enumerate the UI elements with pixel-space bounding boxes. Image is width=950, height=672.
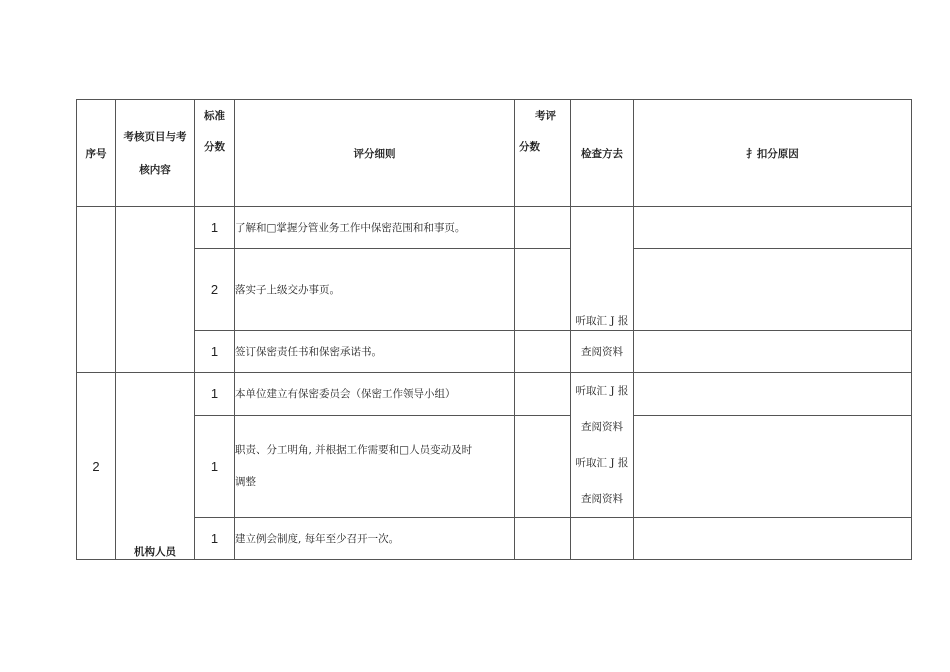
header-item [116, 100, 195, 207]
table-row [77, 415, 912, 517]
detail-text [235, 415, 515, 517]
method-text: 查阅资料 [581, 421, 623, 433]
table-row [77, 518, 912, 560]
seq-cell [77, 207, 116, 373]
table-row [77, 331, 912, 373]
eval-score-cell [515, 373, 571, 416]
method-text: 查阅资料 [571, 331, 634, 373]
eval-score-cell [515, 518, 571, 560]
header-eval-score [515, 100, 571, 207]
item-cell [116, 207, 195, 373]
header-eval-line2: 分数 [519, 141, 540, 153]
detail-text: 落实子上级交办事页。 [235, 249, 515, 331]
detail-text: 签订保密责任书和保密承诺书。 [235, 331, 515, 373]
detail-line: 调整 [235, 476, 256, 489]
method-cell [571, 373, 634, 518]
method-cell [571, 207, 634, 331]
header-item-line1: 考核页目与考 [123, 131, 187, 143]
seq-cell: 2 [77, 373, 116, 560]
standard-score: 1 [195, 415, 235, 517]
table-row [77, 373, 912, 416]
reason-cell [634, 518, 912, 560]
detail-line: 职责、分工明角, 并根据工作需要和□人员变动及时 [235, 444, 473, 457]
method-text: 听取汇 J 报 [575, 385, 629, 397]
detail-text: 本单位建立有保密委员会（保密工作领导小组） [235, 373, 515, 416]
standard-score: 1 [195, 518, 235, 560]
header-standard-line1: 标准 [204, 110, 225, 122]
standard-score: 1 [195, 207, 235, 249]
table-row [77, 207, 912, 249]
standard-score: 1 [195, 373, 235, 416]
eval-score-cell [515, 207, 571, 249]
eval-score-cell [515, 415, 571, 517]
header-seq: 序号 [77, 100, 116, 207]
header-standard-line2: 分数 [204, 141, 225, 153]
item-cell: 机构人员 [116, 373, 195, 560]
reason-cell [634, 415, 912, 517]
eval-score-cell [515, 249, 571, 331]
standard-score: 1 [195, 331, 235, 373]
header-eval-line1: 考评 [535, 110, 556, 122]
method-cell [571, 518, 634, 560]
method-text: 听取汇 J 报 [575, 457, 629, 469]
header-method: 检查方去 [571, 100, 634, 207]
assessment-table [76, 99, 912, 560]
method-text: 听取汇 J 报 [575, 315, 629, 327]
standard-score: 2 [195, 249, 235, 331]
table-row [77, 249, 912, 331]
reason-cell [634, 373, 912, 416]
header-reason: 扌扣分原因 [634, 100, 912, 207]
header-detail: 评分细则 [235, 100, 515, 207]
reason-cell [634, 249, 912, 331]
reason-cell [634, 207, 912, 249]
header-row [77, 100, 912, 207]
header-item-line2: 核内容 [139, 164, 171, 176]
eval-score-cell [515, 331, 571, 373]
header-standard-score [195, 100, 235, 207]
method-text: 查阅资料 [581, 493, 623, 505]
detail-text: 建立例会制度, 每年至少召开一次。 [235, 518, 515, 560]
detail-text: 了解和□掌握分管业务工作中保密范围和和事页。 [235, 207, 515, 249]
reason-cell [634, 331, 912, 373]
